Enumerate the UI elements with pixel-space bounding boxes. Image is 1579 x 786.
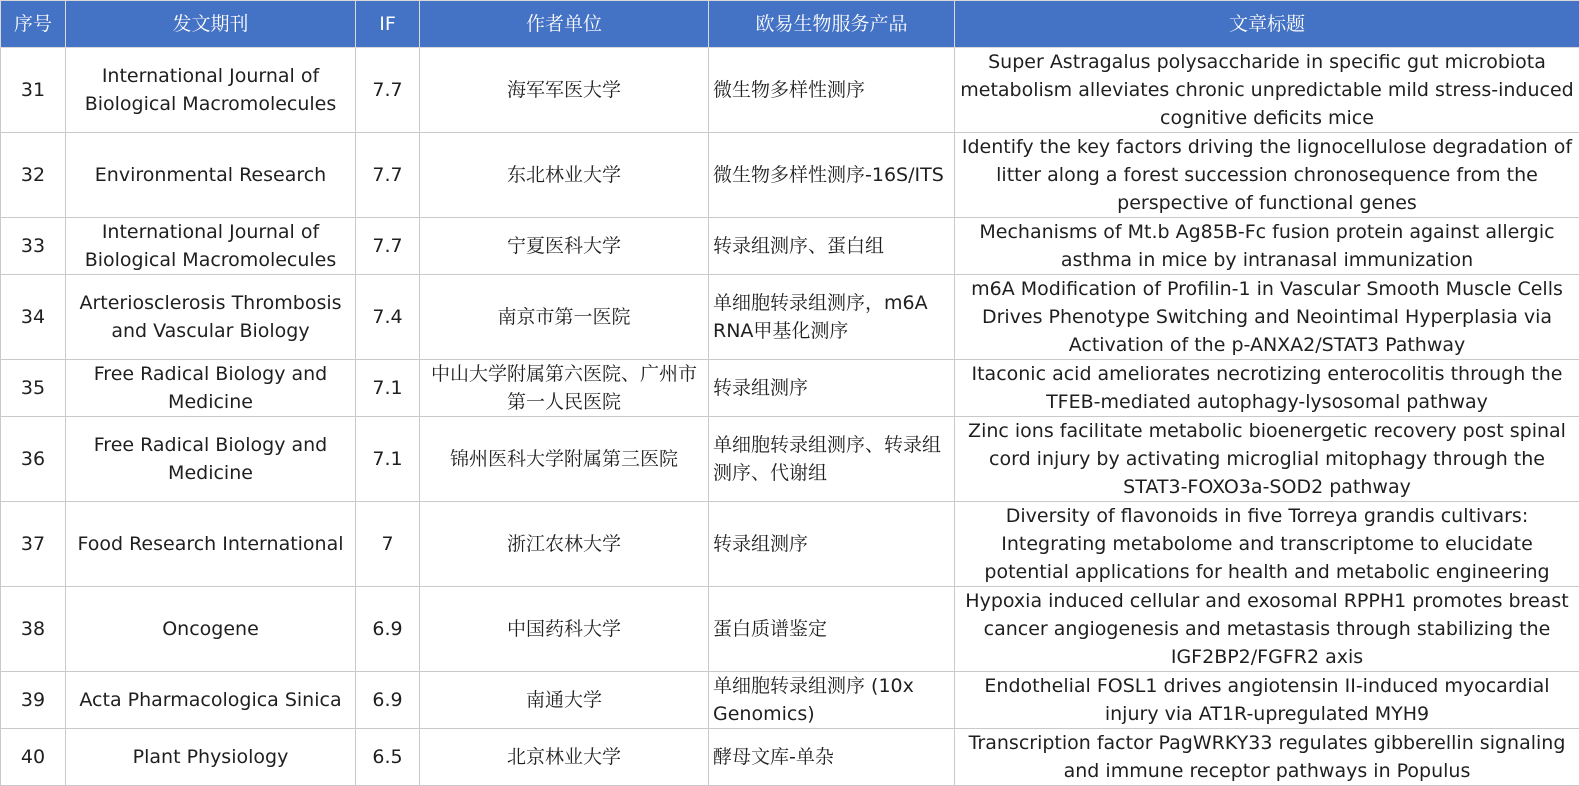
row-article-title: Itaconic acid ameliorates necrotizing enterocolitis through the TFEB-mediated autophagy-lysosomal pathway [955,360,1579,417]
row-article-title: Mechanisms of Mt.b Ag85B-Fc fusion protein against allergic asthma in mice by intranasal immunization [955,218,1579,275]
row-index: 33 [1,218,66,275]
table-row [1,48,1579,133]
table-header-row [1,1,1579,48]
row-article-title: Transcription factor PagWRKY33 regulates gibberellin signaling and immune receptor pathways in Populus [955,729,1579,786]
table-row [1,218,1579,275]
row-index: 40 [1,729,66,786]
row-journal: Free Radical Biology and Medicine [66,360,356,417]
table-row [1,587,1579,672]
row-index: 35 [1,360,66,417]
table-row [1,360,1579,417]
row-article-title: Endothelial FOSL1 drives angiotensin II-induced myocardial injury via AT1R-upregulated MYH9 [955,672,1579,729]
row-journal: International Journal of Biological Macromolecules [66,218,356,275]
row-article-title: Hypoxia induced cellular and exosomal RPPH1 promotes breast cancer angiogenesis and metastasis through stabilizing the IGF2BP2/FGFR2 axis [955,587,1579,672]
row-affiliation: 南通大学 [420,672,709,729]
table-row [1,672,1579,729]
row-service-product: 微生物多样性测序-16S/ITS [709,133,955,218]
row-affiliation: 中山大学附属第六医院、广州市第一人民医院 [420,360,709,417]
header-affiliation: 作者单位 [420,1,709,48]
table-row [1,729,1579,786]
row-impact-factor: 7.7 [356,218,420,275]
row-impact-factor: 7 [356,502,420,587]
row-impact-factor: 7.4 [356,275,420,360]
row-journal: International Journal of Biological Macromolecules [66,48,356,133]
row-service-product: 微生物多样性测序 [709,48,955,133]
row-affiliation: 宁夏医科大学 [420,218,709,275]
row-index: 37 [1,502,66,587]
row-impact-factor: 7.1 [356,360,420,417]
row-index: 34 [1,275,66,360]
row-article-title: Super Astragalus polysaccharide in specific gut microbiota metabolism alleviates chronic unpredictable mild stress-induced cognitive deficits mice [955,48,1579,133]
row-impact-factor: 6.9 [356,672,420,729]
row-index: 39 [1,672,66,729]
row-index: 38 [1,587,66,672]
row-service-product: 转录组测序、蛋白组 [709,218,955,275]
row-journal: Oncogene [66,587,356,672]
header-journal: 发文期刊 [66,1,356,48]
row-journal: Environmental Research [66,133,356,218]
row-journal: Acta Pharmacologica Sinica [66,672,356,729]
row-affiliation: 锦州医科大学附属第三医院 [420,417,709,502]
row-impact-factor: 6.9 [356,587,420,672]
row-article-title: m6A Modification of Profilin-1 in Vascular Smooth Muscle Cells Drives Phenotype Switching and Neointimal Hyperplasia via Activation of the p-ANXA2/STAT3 Pathway [955,275,1579,360]
row-index: 36 [1,417,66,502]
row-service-product: 单细胞转录组测序 (10x Genomics) [709,672,955,729]
row-article-title: Diversity of flavonoids in five Torreya grandis cultivars: Integrating metabolome and transcriptome to elucidate potential applications for health and metabolic engineering [955,502,1579,587]
row-affiliation: 北京林业大学 [420,729,709,786]
row-journal: Plant Physiology [66,729,356,786]
row-affiliation: 浙江农林大学 [420,502,709,587]
row-impact-factor: 7.7 [356,48,420,133]
row-service-product: 单细胞转录组测序，m6A RNA甲基化测序 [709,275,955,360]
row-service-product: 转录组测序 [709,360,955,417]
row-service-product: 转录组测序 [709,502,955,587]
table-row [1,502,1579,587]
table-row [1,275,1579,360]
row-journal: Free Radical Biology and Medicine [66,417,356,502]
row-service-product: 酵母文库-单杂 [709,729,955,786]
row-impact-factor: 6.5 [356,729,420,786]
row-service-product: 单细胞转录组测序、转录组测序、代谢组 [709,417,955,502]
header-index: 序号 [1,1,66,48]
row-service-product: 蛋白质谱鉴定 [709,587,955,672]
table-row [1,417,1579,502]
row-impact-factor: 7.1 [356,417,420,502]
row-journal: Food Research International [66,502,356,587]
row-affiliation: 东北林业大学 [420,133,709,218]
row-index: 32 [1,133,66,218]
row-affiliation: 南京市第一医院 [420,275,709,360]
table-row [1,133,1579,218]
row-affiliation: 海军军医大学 [420,48,709,133]
row-impact-factor: 7.7 [356,133,420,218]
row-index: 31 [1,48,66,133]
row-affiliation: 中国药科大学 [420,587,709,672]
row-journal: Arteriosclerosis Thrombosis and Vascular Biology [66,275,356,360]
row-article-title: Identify the key factors driving the lignocellulose degradation of litter along a forest succession chronosequence from the perspective of functional genes [955,133,1579,218]
header-article-title: 文章标题 [955,1,1579,48]
row-article-title: Zinc ions facilitate metabolic bioenergetic recovery post spinal cord injury by activating microglial mitophagy through the STAT3-FOXO3a-SOD2 pathway [955,417,1579,502]
header-service-product: 欧易生物服务产品 [709,1,955,48]
header-impact-factor: IF [356,1,420,48]
